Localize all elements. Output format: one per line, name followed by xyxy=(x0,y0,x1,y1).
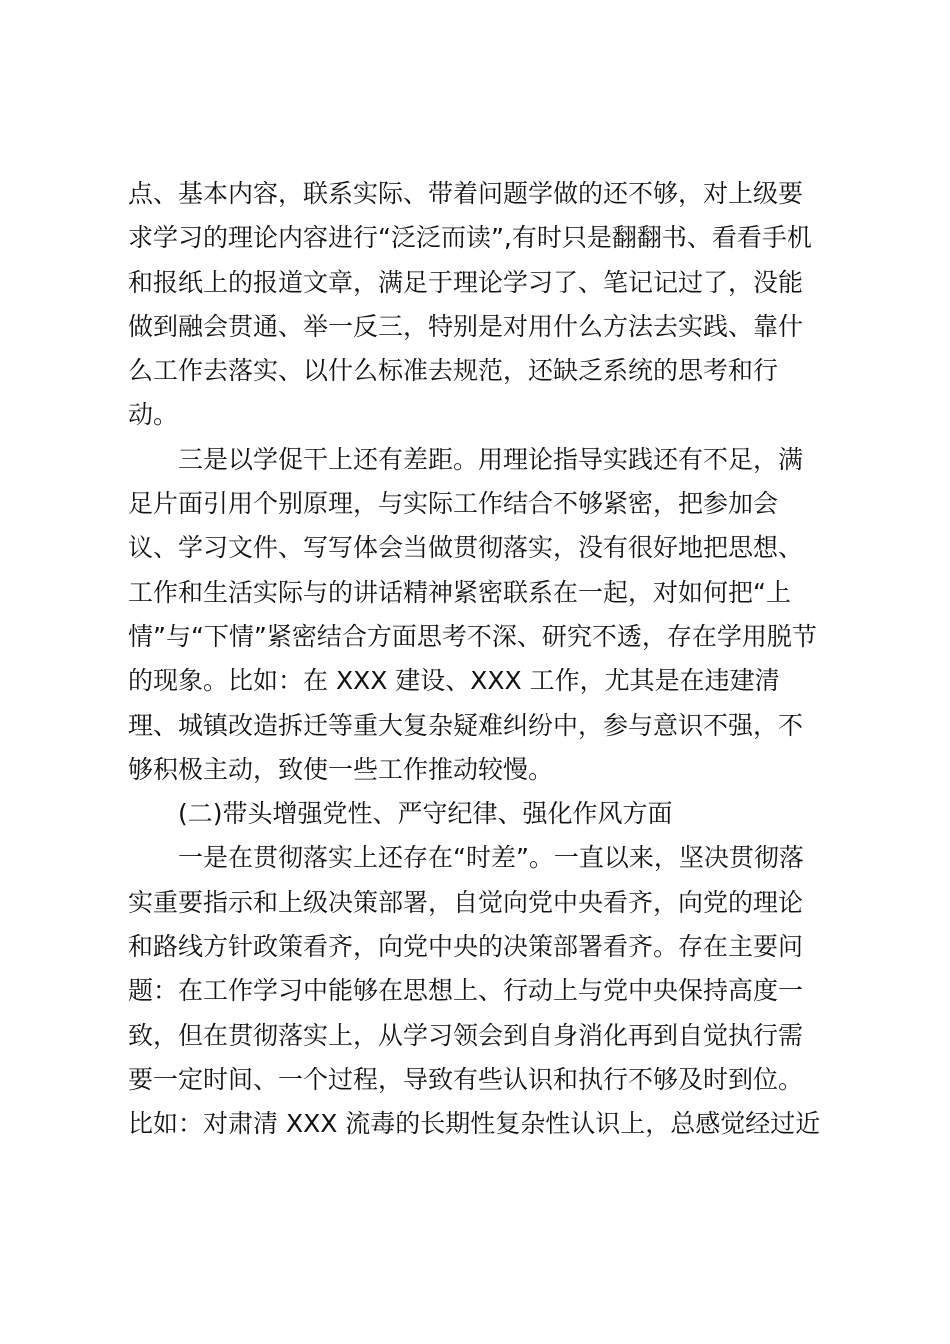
paragraph-start-line: 三是以学促干上还有差距。用理论指导实践还有不足，满 xyxy=(178,444,804,474)
text-line: 足片面引用个别原理，与实际工作结合不够紧密，把参加会 xyxy=(128,489,779,519)
text-line: 题：在工作学习中能够在思想上、行动上与党中央保持高度一 xyxy=(128,976,804,1006)
section-heading: (二)带头增强党性、严守纪律、强化作风方面 xyxy=(178,799,673,829)
text-line: 求学习的理论内容进行“泛泛而读”,有时只是翻翻书、看看手机 xyxy=(128,223,812,253)
text-line: 议、学习文件、写写体会当做贯彻落实，没有很好地把思想、 xyxy=(128,533,804,563)
text-line: 的现象。比如：在 XXX 建设、XXX 工作，尤其是在违建清 xyxy=(128,666,780,696)
text-line: 够积极主动，致使一些工作推动较慢。 xyxy=(128,754,554,784)
text-line: 工作和生活实际与的讲话精神紧密联系在一起，对如何把“上 xyxy=(128,577,791,607)
text-line: 和报纸上的报道文章，满足于理论学习了、笔记记过了，没能 xyxy=(128,267,804,297)
text-line: 和路线方针政策看齐，向党中央的决策部署看齐。存在主要问 xyxy=(128,932,804,962)
text-line: 理、城镇改造拆迁等重大复杂疑难纠纷中，参与意识不强，不 xyxy=(128,710,804,740)
text-line: 么工作去落实、以什么标准去规范，还缺乏系统的思考和行 xyxy=(128,356,779,386)
text-line: 比如：对肃清 XXX 流毒的长期性复杂性认识上，总感觉经过近 xyxy=(128,1109,821,1139)
text-line: 做到融会贯通、举一反三，特别是对用什么方法去实践、靠什 xyxy=(128,311,804,341)
text-line: 致，但在贯彻落实上，从学习领会到自身消化再到自觉执行需 xyxy=(128,1020,804,1050)
text-line: 动。 xyxy=(128,400,179,430)
text-line: 实重要指示和上级决策部署，自觉向党中央看齐，向党的理论 xyxy=(128,887,804,917)
text-line: 情”与“下情”紧密结合方面思考不深、研究不透，存在学用脱节 xyxy=(128,621,817,651)
text-line: 点、基本内容，联系实际、带着问题学做的还不够，对上级要 xyxy=(128,179,804,208)
paragraph-start-line: 一是在贯彻落实上还存在“时差”。一直以来，坚决贯彻落 xyxy=(178,843,804,873)
document-body xyxy=(128,172,830,1147)
text-line: 要一定时间、一个过程，导致有些认识和执行不够及时到位。 xyxy=(128,1064,804,1094)
